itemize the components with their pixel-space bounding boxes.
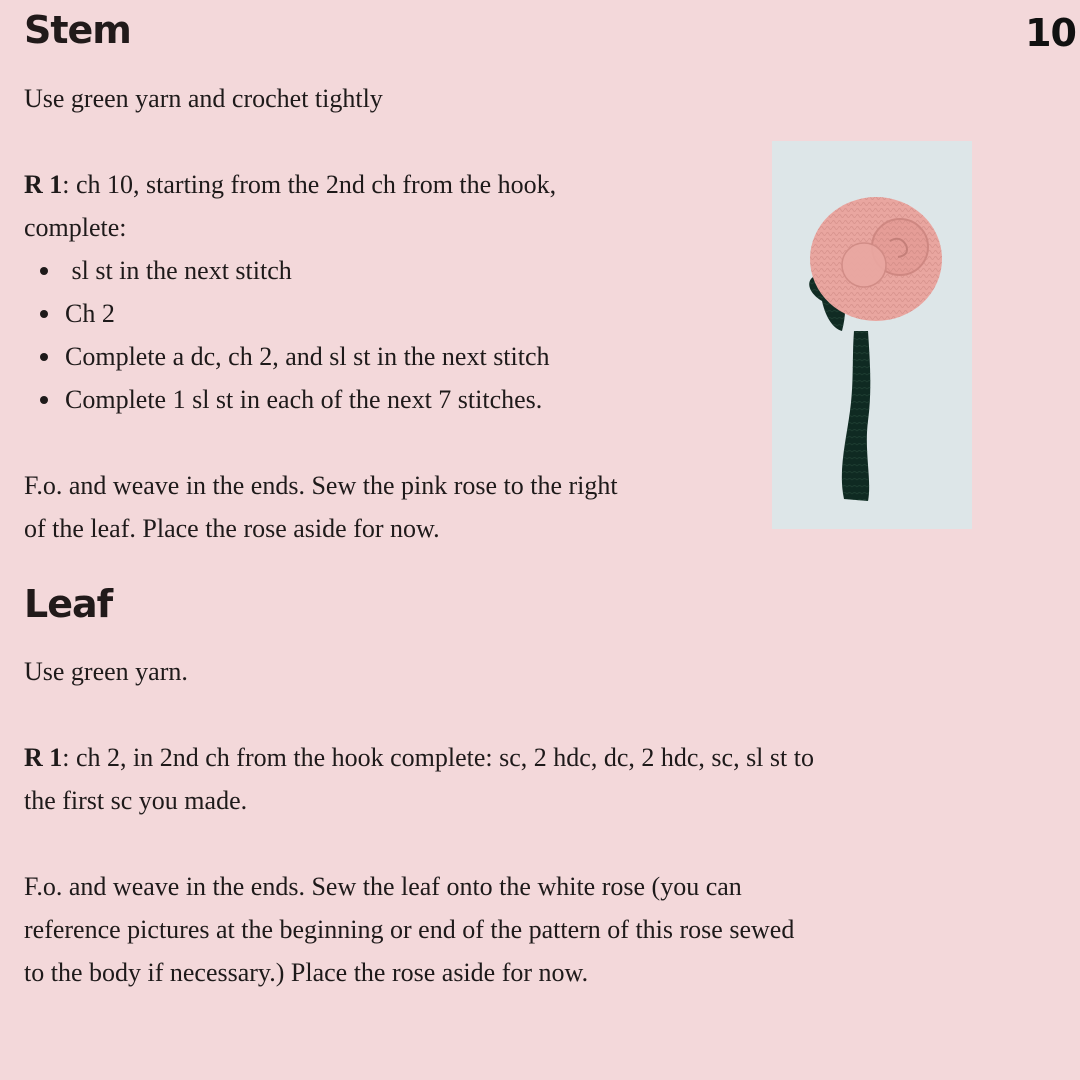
list-item: Complete a dc, ch 2, and sl st in the next stitch [24,335,550,378]
stem-round-1 [24,163,556,249]
stem-round-text-line2: complete: [24,213,127,242]
leaf-finish-line1: F.o. and weave in the ends. Sew the leaf onto the white rose (you can [24,872,742,901]
stem-steps-list [24,249,550,421]
stem-heading: Stem [24,8,131,52]
stem-round-label: R 1 [24,170,63,199]
stem-round-text-line1: : ch 10, starting from the 2nd ch from the hook, [62,170,557,199]
leaf-round-label: R 1 [24,743,63,772]
list-item: Ch 2 [24,292,550,335]
leaf-finish-line2: reference pictures at the beginning or end of the pattern of this rose sewed [24,915,795,944]
leaf-intro: Use green yarn. [24,657,188,686]
leaf-round-text-line2: the first sc you made. [24,786,248,815]
leaf-finish [24,865,794,994]
list-item: Complete 1 sl st in each of the next 7 stitches. [24,378,550,421]
stem-finish-line1: F.o. and weave in the ends. Sew the pink rose to the right [24,471,618,500]
leaf-round-1 [24,736,814,822]
stem-intro: Use green yarn and crochet tightly [24,84,383,113]
list-item: sl st in the next stitch [24,249,550,292]
leaf-finish-line3: to the body if necessary.) Place the rose aside for now. [24,958,589,987]
leaf-round-text-line1: : ch 2, in 2nd ch from the hook complete: sc, 2 hdc, dc, 2 hdc, sc, sl st to [62,743,814,772]
stem-finish [24,464,618,550]
rose-stem-photo [772,141,972,529]
stem-finish-line2: of the leaf. Place the rose aside for now. [24,514,440,543]
leaf-heading: Leaf [24,582,113,626]
page-number: 10 [1025,11,1076,55]
